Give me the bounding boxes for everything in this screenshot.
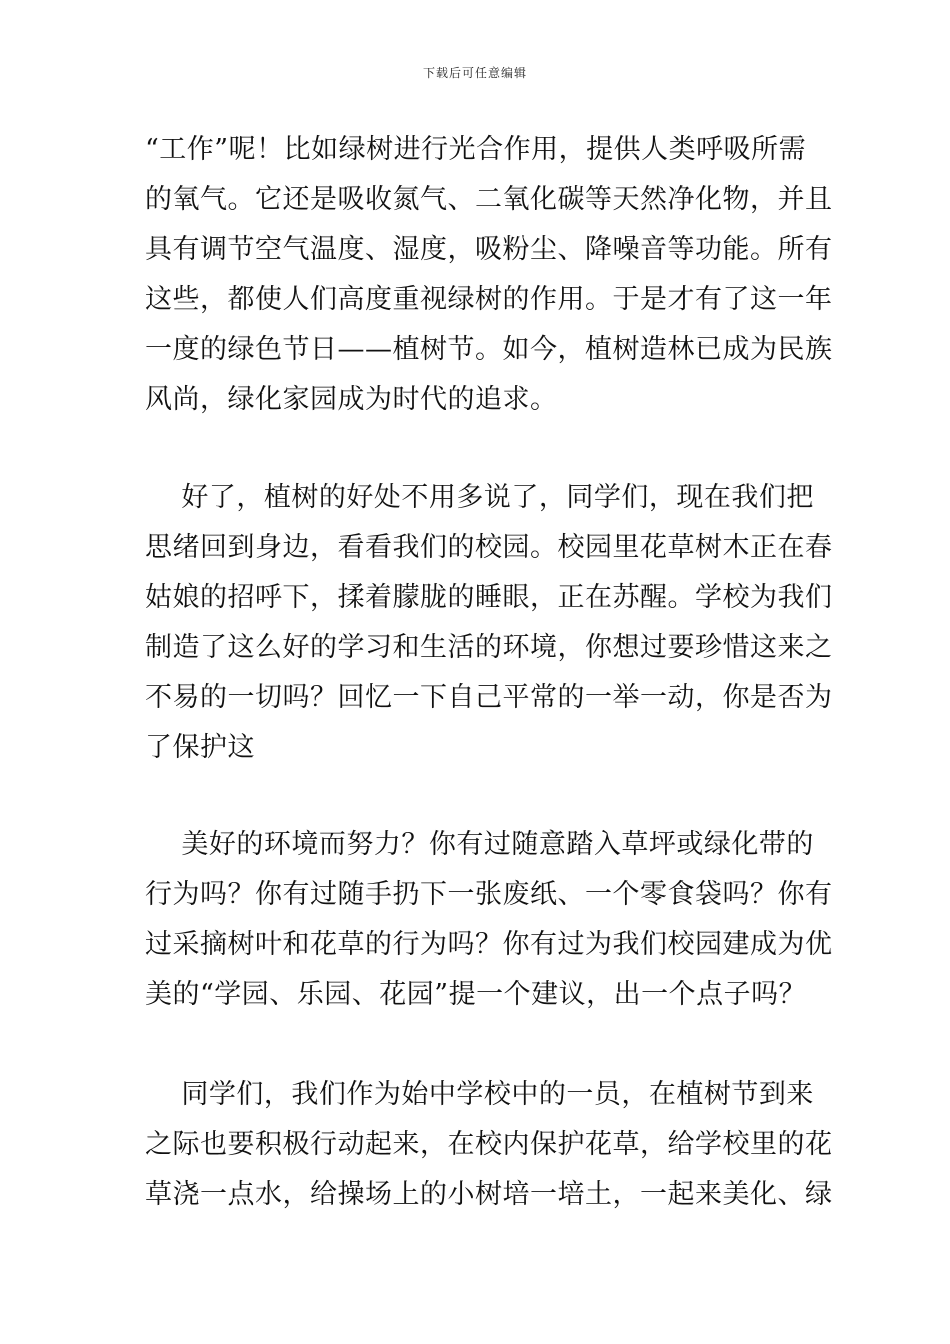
text-line: 草浇一点水，给操场上的小树培一培土，一起来美化、绿 xyxy=(145,1179,833,1210)
text-line: 同学们，我们作为始中学校中的一员，在植树节到来 xyxy=(145,1079,814,1110)
text-line: 了保护这 xyxy=(145,732,255,763)
text-line: 姑娘的招呼下，揉着朦胧的睡眼，正在苏醒。学校为我们 xyxy=(145,582,833,613)
paragraph-4 xyxy=(145,1070,833,1220)
paragraph-2 xyxy=(145,473,833,773)
text-line: 美的“学园、乐园、花园”提一个建议，出一个点子吗？ xyxy=(145,979,807,1010)
text-line: 一度的绿色节日——植树节。如今，植树造林已成为民族 xyxy=(145,334,833,365)
text-line: 这些，都使人们高度重视绿树的作用。于是才有了这一年 xyxy=(145,284,833,315)
text-line: 过采摘树叶和花草的行为吗？你有过为我们校园建成为优 xyxy=(145,929,833,960)
text-line: 不易的一切吗？回忆一下自己平常的一举一动，你是否为 xyxy=(145,682,833,713)
text-line: 风尚，绿化家园成为时代的追求。 xyxy=(145,384,558,415)
paragraph-3 xyxy=(145,820,833,1020)
text-line: “工作”呢！比如绿树进行光合作用，提供人类呼吸所需 xyxy=(145,134,807,165)
text-line: 的氧气。它还是吸收氮气、二氧化碳等天然净化物，并且 xyxy=(145,184,833,215)
text-line: 具有调节空气温度、湿度，吸粉尘、降噪音等功能。所有 xyxy=(145,234,833,265)
text-line: 美好的环境而努力？你有过随意踏入草坪或绿化带的 xyxy=(145,829,814,860)
text-line: 之际也要积极行动起来，在校内保护花草，给学校里的花 xyxy=(145,1129,833,1160)
text-line: 思绪回到身边，看看我们的校园。校园里花草树木正在春 xyxy=(145,532,833,563)
text-line: 好了，植树的好处不用多说了，同学们，现在我们把 xyxy=(145,482,814,513)
text-line: 制造了这么好的学习和生活的环境，你想过要珍惜这来之 xyxy=(145,632,833,663)
text-line: 行为吗？你有过随手扔下一张废纸、一个零食袋吗？你有 xyxy=(145,879,833,910)
header-note: 下载后可任意编辑 xyxy=(422,66,527,80)
paragraph-1 xyxy=(145,125,833,425)
